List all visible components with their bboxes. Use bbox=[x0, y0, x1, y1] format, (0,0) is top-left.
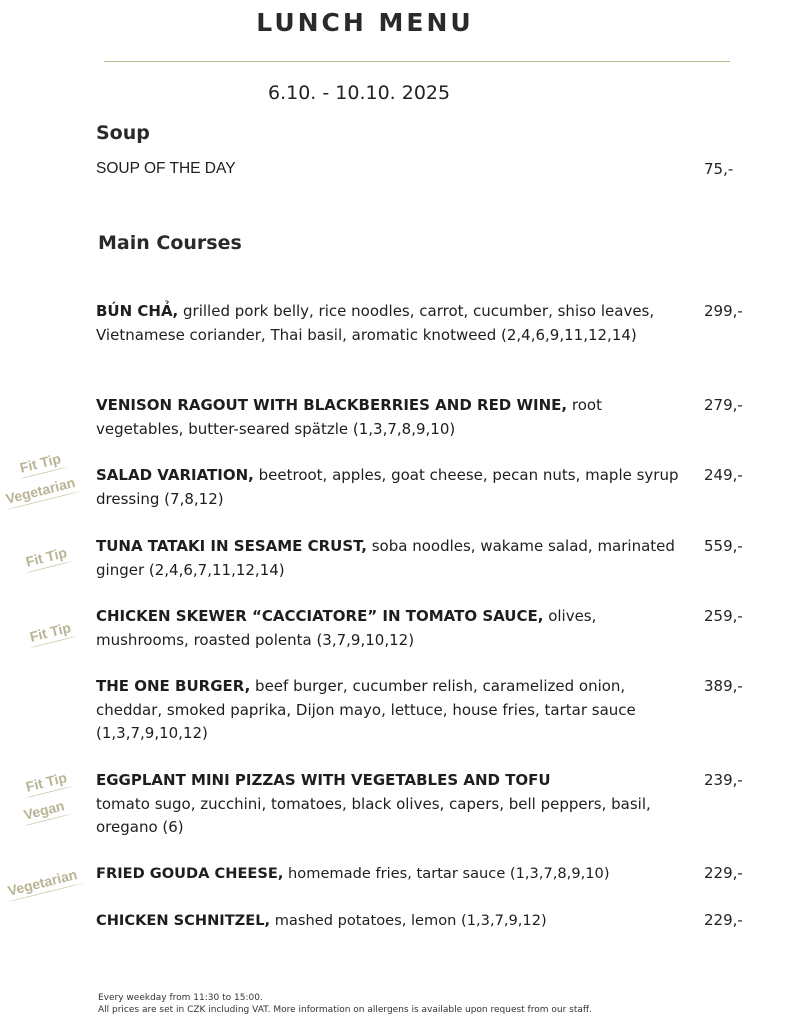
menu-item-description: mashed potatoes, lemon (1,3,7,9,12) bbox=[270, 912, 547, 929]
menu-item-description: beef burger, cucumber relish, caramelized onion, cheddar, smoked paprika, Dijon mayo, lettuce, house fries, tartar sauce (1,3,7,9,10,12) bbox=[96, 677, 636, 742]
menu-item-name: FRIED GOUDA CHEESE, bbox=[96, 865, 284, 882]
menu-item-price: 229,- bbox=[704, 864, 743, 882]
menu-item-eggplant-mini-pizzas bbox=[96, 769, 686, 840]
menu-item-name: THE ONE BURGER, bbox=[96, 677, 251, 695]
menu-item-price: 299,- bbox=[704, 302, 743, 320]
menu-item-price: 239,- bbox=[704, 771, 743, 789]
menu-item-description: root vegetables, butter-seared spätzle (1,3,7,8,9,10) bbox=[96, 396, 602, 438]
menu-item-description: soba noodles, wakame salad, marinated ginger (2,4,6,7,11,12,14) bbox=[96, 537, 675, 579]
menu-dates: 6.10. - 10.10. 2025 bbox=[268, 82, 451, 104]
menu-item-price: 249,- bbox=[704, 466, 743, 484]
menu-item-salad-variation bbox=[96, 464, 686, 511]
menu-item-name: CHICKEN SKEWER “CACCIATORE” IN TOMATO SAUCE, bbox=[96, 607, 544, 625]
title-divider bbox=[104, 61, 730, 62]
menu-item-name: EGGPLANT MINI PIZZAS WITH VEGETABLES AND TOFU bbox=[96, 771, 551, 789]
menu-item-price: 559,- bbox=[704, 537, 743, 555]
menu-item-description: beetroot, apples, goat cheese, pecan nuts, maple syrup dressing (7,8,12) bbox=[96, 466, 679, 508]
soup-item-name: SOUP OF THE DAY bbox=[96, 160, 236, 177]
menu-item-price: 389,- bbox=[704, 677, 743, 695]
menu-item-fried-gouda-cheese bbox=[96, 862, 686, 886]
fit-tip-tag: Fit Tip bbox=[18, 450, 63, 476]
menu-item-name: VENISON RAGOUT WITH BLACKBERRIES AND RED WINE, bbox=[96, 396, 568, 414]
soup-section-title: Soup bbox=[96, 122, 150, 144]
menu-item-description: homemade fries, tartar sauce (1,3,7,8,9,10) bbox=[283, 865, 610, 882]
menu-item-name: TUNA TATAKI IN SESAME CRUST, bbox=[96, 537, 367, 555]
menu-item-name: BÚN CHẢ, bbox=[96, 302, 179, 320]
menu-item-description: olives, mushrooms, roasted polenta (3,7,9,10,12) bbox=[96, 607, 597, 649]
fit-tip-tag: Fit Tip bbox=[24, 544, 69, 570]
menu-item-name: CHICKEN SCHNITZEL, bbox=[96, 912, 271, 929]
vegetarian-tag: Vegetarian bbox=[6, 866, 79, 899]
menu-item-description: tomato sugo, zucchini, tomatoes, black olives, capers, bell peppers, basil, oregano (6) bbox=[96, 794, 651, 836]
footer-price-note: All prices are set in CZK including VAT. More information on allergens is available upon request from our staff. bbox=[98, 1004, 592, 1015]
menu-item-chicken-skewer bbox=[96, 605, 686, 652]
menu-item-bun-cha bbox=[96, 300, 686, 347]
menu-item-name: SALAD VARIATION, bbox=[96, 466, 254, 484]
soup-item-price: 75,- bbox=[704, 160, 734, 178]
fit-tip-tag: Fit Tip bbox=[24, 769, 69, 795]
menu-footer bbox=[98, 993, 592, 1016]
vegan-tag: Vegan bbox=[22, 797, 66, 823]
menu-item-description: grilled pork belly, rice noodles, carrot, cucumber, shiso leaves, Vietnamese coriander, Thai basil, aromatic knotweed (2,4,6,9,11,12,14) bbox=[96, 302, 655, 344]
menu-item-price: 279,- bbox=[704, 396, 743, 414]
menu-title: LUNCH MENU bbox=[256, 8, 474, 37]
main-courses-section-title: Main Courses bbox=[98, 232, 242, 254]
menu-item-price: 259,- bbox=[704, 607, 743, 625]
menu-item-chicken-schnitzel bbox=[96, 909, 686, 933]
menu-item-venison-ragout bbox=[96, 394, 686, 441]
fit-tip-tag: Fit Tip bbox=[28, 619, 73, 645]
footer-hours: Every weekday from 11:30 to 15:00. bbox=[98, 993, 263, 1003]
vegetarian-tag: Vegetarian bbox=[4, 474, 77, 507]
menu-item-price: 229,- bbox=[704, 911, 743, 929]
menu-item-the-one-burger bbox=[96, 675, 686, 746]
menu-item-tuna-tataki bbox=[96, 535, 686, 582]
